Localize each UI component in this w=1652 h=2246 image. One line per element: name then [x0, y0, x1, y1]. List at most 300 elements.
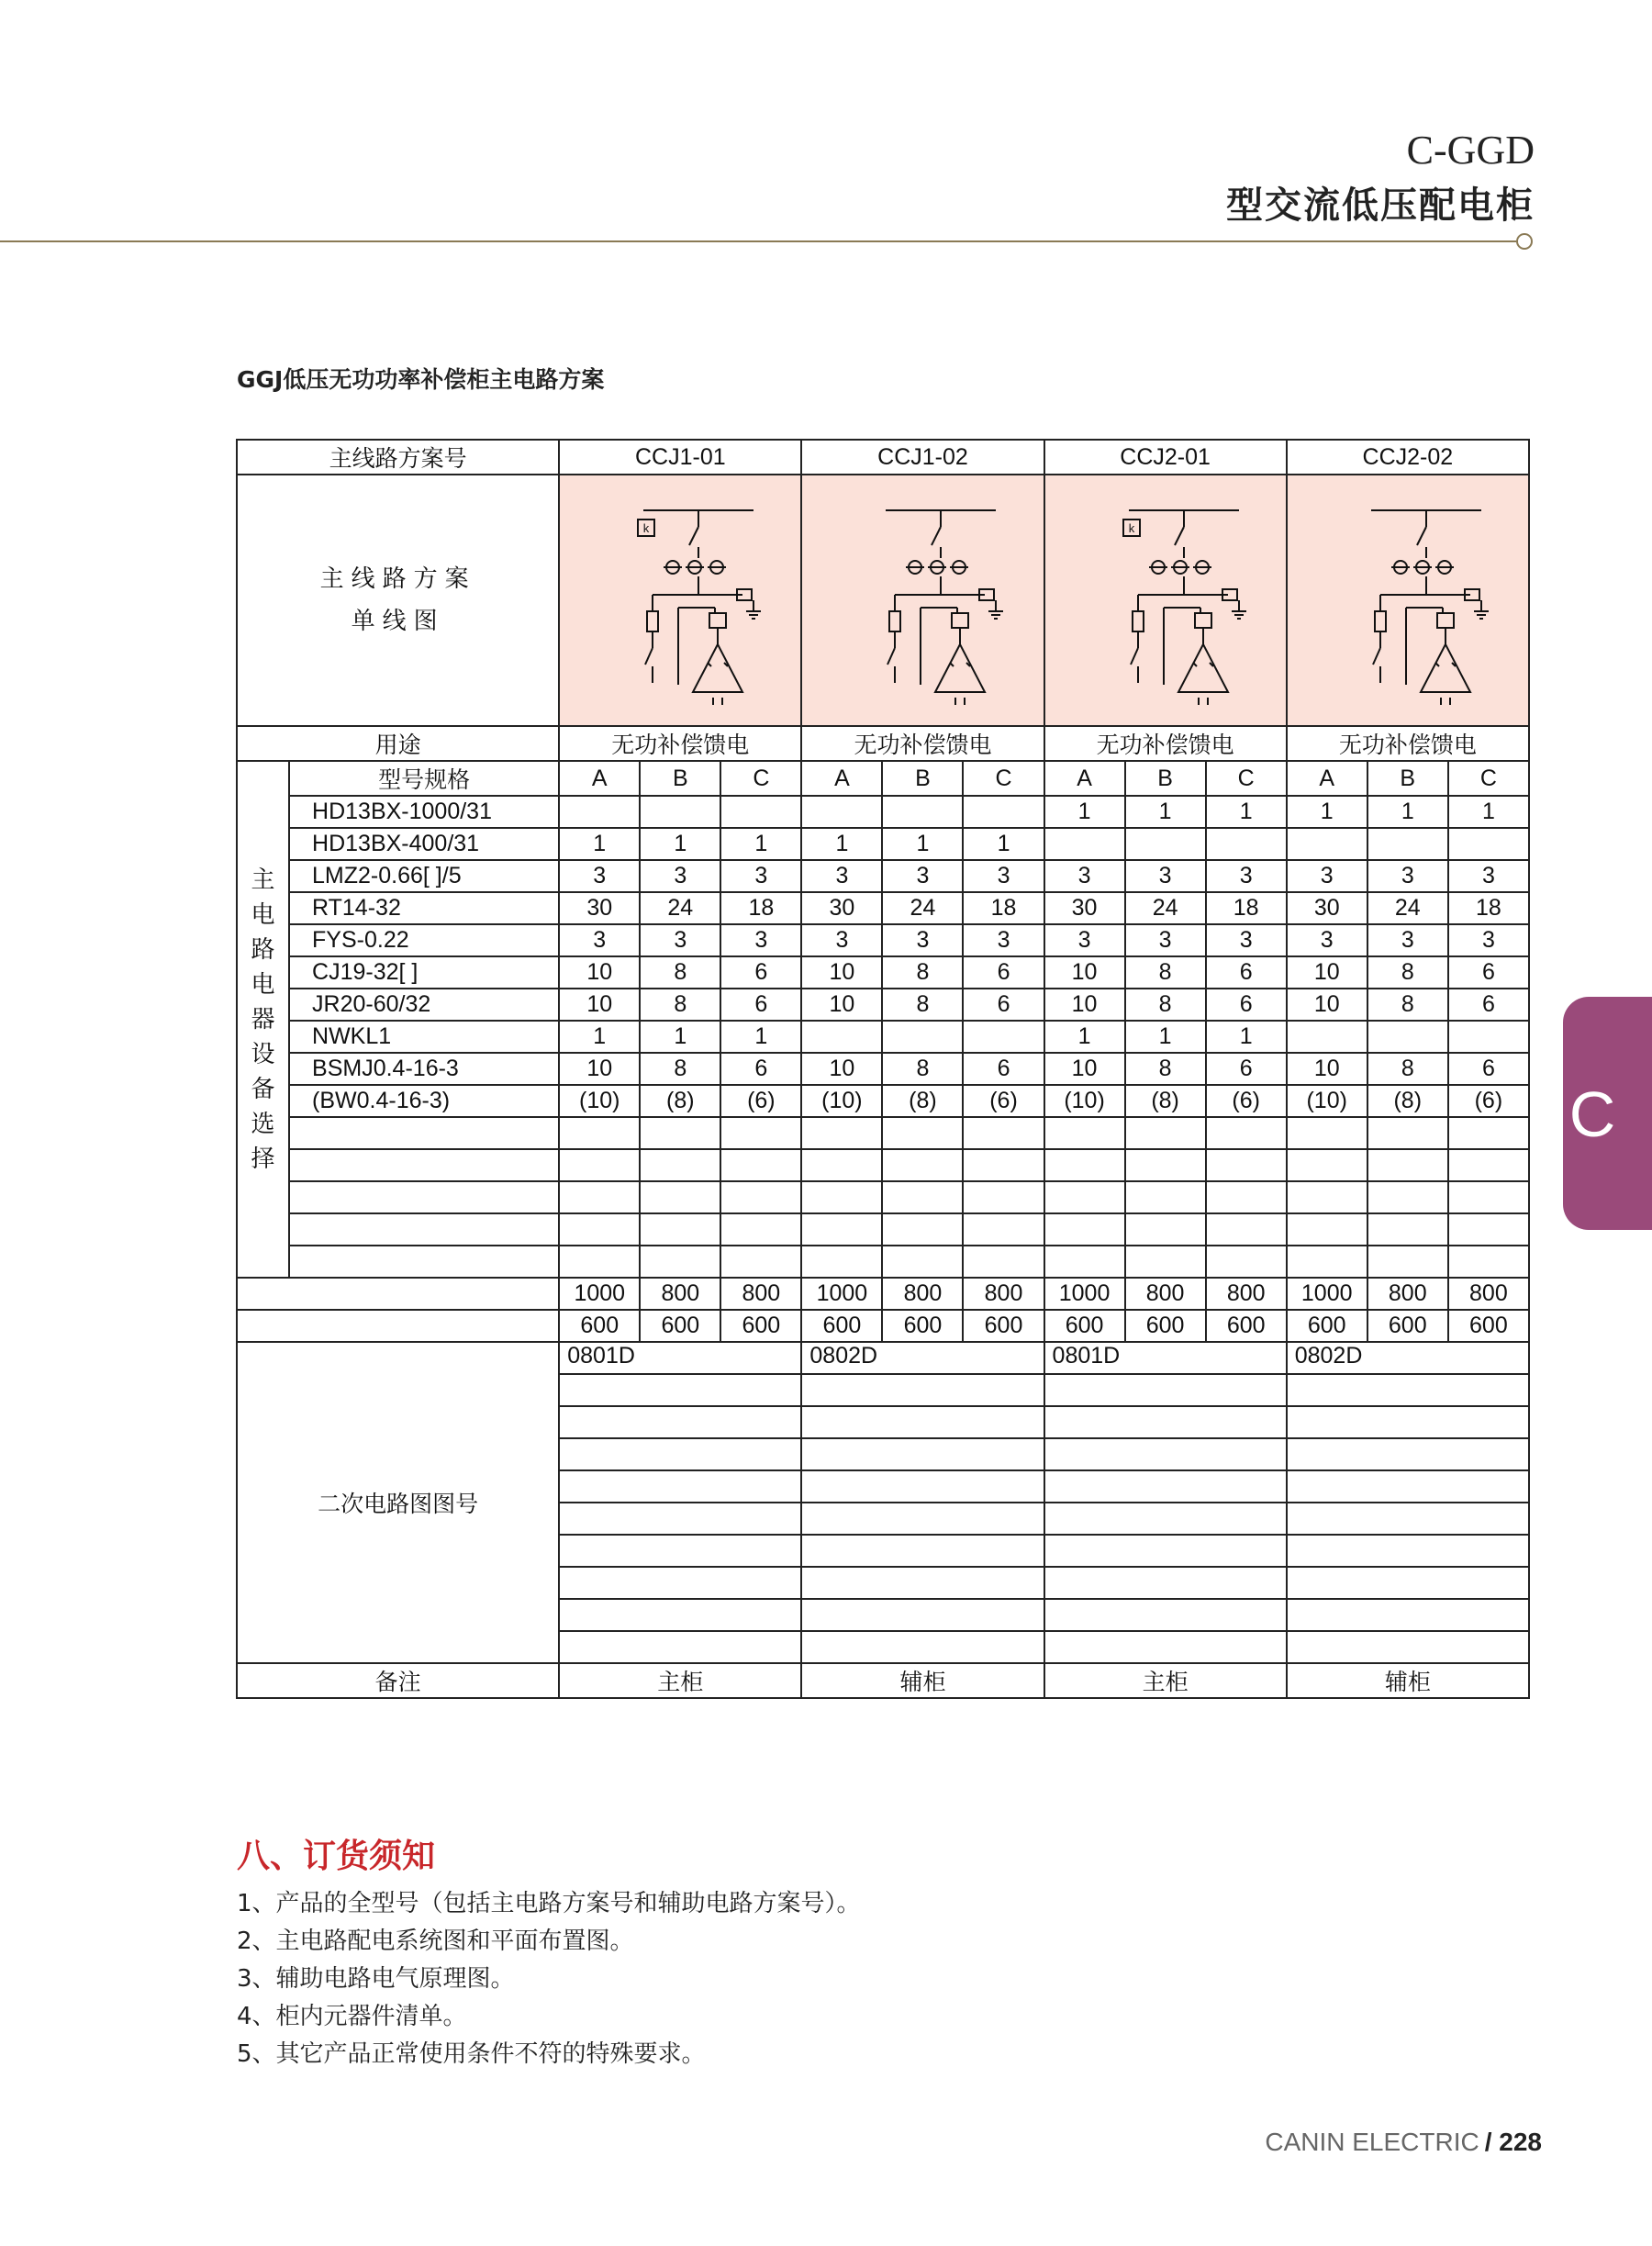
equipment-qty: 3	[1287, 924, 1367, 956]
equipment-qty: 18	[1206, 892, 1287, 924]
remarks-label: 备注	[237, 1663, 559, 1698]
equipment-qty-empty	[882, 1117, 963, 1149]
spec-label: 型号规格	[289, 761, 559, 796]
equipment-qty: (8)	[640, 1085, 720, 1117]
equipment-qty: 1	[720, 828, 801, 860]
equipment-qty-empty	[640, 1213, 720, 1246]
equipment-qty-empty	[720, 1117, 801, 1149]
equipment-qty-empty	[640, 1117, 720, 1149]
equipment-name: JR20-60/32	[289, 989, 559, 1021]
dimension-value: 800	[1448, 1278, 1529, 1310]
equipment-qty: 8	[1125, 956, 1206, 989]
equipment-qty-empty	[801, 1181, 882, 1213]
equipment-qty-empty	[559, 1213, 640, 1246]
single-line-diagram	[801, 475, 1044, 726]
equipment-qty: 3	[559, 860, 640, 892]
table-row	[237, 1021, 1529, 1053]
equipment-qty: 3	[1367, 924, 1448, 956]
equipment-qty-empty	[1125, 1213, 1206, 1246]
table-row	[237, 860, 1529, 892]
secondary-code-empty	[801, 1438, 1044, 1470]
equipment-qty: (8)	[1367, 1085, 1448, 1117]
single-line-diagram-icon	[1083, 483, 1248, 712]
equipment-qty-empty	[1448, 1117, 1529, 1149]
equipment-qty	[1206, 828, 1287, 860]
equipment-qty-empty	[1206, 1149, 1287, 1181]
secondary-code-empty	[1287, 1567, 1529, 1599]
footer	[1265, 2128, 1542, 2157]
dimension-value: 1000	[1287, 1278, 1367, 1310]
dimension-value: 800	[1367, 1278, 1448, 1310]
sub-column-header: A	[801, 761, 882, 796]
sub-column-header: A	[559, 761, 640, 796]
equipment-qty: 1	[1125, 796, 1206, 828]
list-item: 2、主电路配电系统图和平面布置图。	[237, 1928, 634, 1955]
dimension-row	[237, 1278, 1529, 1310]
table-row	[237, 924, 1529, 956]
equipment-qty-empty	[1044, 1149, 1125, 1181]
dimension-value: 600	[559, 1310, 640, 1342]
scheme-number: CCJ1-01	[559, 440, 801, 475]
equipment-qty: 6	[963, 956, 1044, 989]
equipment-qty: 8	[640, 956, 720, 989]
equipment-qty: 6	[1206, 989, 1287, 1021]
equipment-qty: 10	[1044, 1053, 1125, 1085]
equipment-qty: 6	[1206, 956, 1287, 989]
equipment-qty: 10	[559, 989, 640, 1021]
equipment-qty-empty	[1448, 1181, 1529, 1213]
equipment-group-char: 电	[251, 900, 275, 929]
equipment-qty-empty	[1448, 1246, 1529, 1278]
equipment-qty-empty	[1367, 1213, 1448, 1246]
header-code: C-GGD	[1406, 128, 1535, 173]
equipment-qty-empty	[1287, 1246, 1367, 1278]
secondary-code-empty	[559, 1599, 801, 1631]
equipment-qty: 6	[720, 1053, 801, 1085]
ordering-title: 八、订货须知	[237, 1838, 436, 1875]
equipment-qty: 3	[1044, 860, 1125, 892]
equipment-qty-empty	[559, 1246, 640, 1278]
secondary-code-empty	[1287, 1535, 1529, 1567]
equipment-qty-empty	[640, 1246, 720, 1278]
equipment-qty-empty	[1367, 1149, 1448, 1181]
footer-separator: /	[1484, 2128, 1492, 2156]
secondary-code-empty	[1044, 1470, 1287, 1503]
equipment-qty	[1367, 1021, 1448, 1053]
equipment-name: LMZ2-0.66[ ]/5	[289, 860, 559, 892]
secondary-code-empty	[801, 1631, 1044, 1663]
equipment-qty: 3	[801, 860, 882, 892]
secondary-code-empty	[559, 1374, 801, 1406]
usage-label: 用途	[237, 726, 559, 761]
equipment-qty-empty	[963, 1246, 1044, 1278]
single-line-diagram-icon	[1325, 483, 1490, 712]
secondary-code-empty	[559, 1470, 801, 1503]
remarks-value: 主柜	[1044, 1663, 1287, 1698]
equipment-qty: 6	[1448, 1053, 1529, 1085]
equipment-group-char: 备	[251, 1075, 275, 1103]
single-line-diagram-icon	[840, 483, 1005, 712]
single-line-diagram	[1287, 475, 1529, 726]
equipment-qty	[801, 1021, 882, 1053]
equipment-qty: 10	[1044, 956, 1125, 989]
equipment-qty: (10)	[801, 1085, 882, 1117]
table-row	[237, 796, 1529, 828]
equipment-qty: 8	[882, 956, 963, 989]
equipment-qty: (10)	[1044, 1085, 1125, 1117]
equipment-qty	[1125, 828, 1206, 860]
equipment-name-empty	[289, 1246, 559, 1278]
equipment-qty	[1448, 1021, 1529, 1053]
equipment-qty: 10	[1287, 1053, 1367, 1085]
equipment-name: (BW0.4-16-3)	[289, 1085, 559, 1117]
section-tab	[1563, 997, 1652, 1230]
equipment-qty: 3	[720, 924, 801, 956]
equipment-qty: 18	[720, 892, 801, 924]
equipment-qty	[1287, 828, 1367, 860]
equipment-qty: 3	[559, 924, 640, 956]
equipment-qty: 1	[640, 828, 720, 860]
equipment-qty-empty	[1044, 1117, 1125, 1149]
equipment-qty-empty	[720, 1213, 801, 1246]
secondary-code: 0801D	[559, 1342, 801, 1374]
equipment-qty-empty	[1206, 1213, 1287, 1246]
page-number: 228	[1499, 2128, 1542, 2156]
equipment-qty: 18	[963, 892, 1044, 924]
equipment-qty: 3	[1044, 924, 1125, 956]
equipment-qty: 8	[1125, 1053, 1206, 1085]
header-rule	[0, 240, 1516, 242]
equipment-qty: 1	[963, 828, 1044, 860]
sub-column-header: C	[1206, 761, 1287, 796]
secondary-code-empty	[801, 1567, 1044, 1599]
dimension-value: 800	[720, 1278, 801, 1310]
equipment-qty	[559, 796, 640, 828]
equipment-qty: 3	[1448, 860, 1529, 892]
dimension-value: 600	[1287, 1310, 1367, 1342]
list-item: 5、其它产品正常使用条件不符的特殊要求。	[237, 2040, 706, 2068]
scheme-number: CCJ2-01	[1044, 440, 1287, 475]
diagram-label: 单线图	[351, 608, 445, 635]
dimension-value: 600	[963, 1310, 1044, 1342]
equipment-qty: 3	[1287, 860, 1367, 892]
header-title: 型交流低压配电柜	[1226, 184, 1535, 227]
equipment-name: HD13BX-400/31	[289, 828, 559, 860]
equipment-qty: 1	[559, 1021, 640, 1053]
secondary-code: 0801D	[1044, 1342, 1287, 1374]
sub-column-header: C	[720, 761, 801, 796]
dimension-value: 600	[1206, 1310, 1287, 1342]
equipment-qty: 10	[559, 956, 640, 989]
usage-value: 无功补偿馈电	[559, 726, 801, 761]
usage-value: 无功补偿馈电	[801, 726, 1044, 761]
dimension-row	[237, 1310, 1529, 1342]
equipment-group-text	[238, 863, 288, 1177]
dimension-value: 1000	[801, 1278, 882, 1310]
secondary-code-empty	[559, 1631, 801, 1663]
equipment-qty: 6	[963, 1053, 1044, 1085]
secondary-code-empty	[1287, 1599, 1529, 1631]
equipment-qty: 10	[801, 956, 882, 989]
sub-column-header: A	[1044, 761, 1125, 796]
equipment-qty	[720, 796, 801, 828]
dimension-label-empty	[237, 1310, 559, 1342]
equipment-qty-empty	[559, 1117, 640, 1149]
secondary-code-empty	[801, 1503, 1044, 1535]
equipment-name: HD13BX-1000/31	[289, 796, 559, 828]
equipment-qty	[882, 1021, 963, 1053]
secondary-code-empty	[801, 1406, 1044, 1438]
dimension-value: 800	[963, 1278, 1044, 1310]
equipment-qty: 24	[640, 892, 720, 924]
equipment-qty-empty	[1125, 1149, 1206, 1181]
equipment-name-empty	[289, 1213, 559, 1246]
equipment-qty: (6)	[720, 1085, 801, 1117]
equipment-qty: 10	[801, 1053, 882, 1085]
equipment-qty: 3	[963, 924, 1044, 956]
equipment-qty: 6	[1448, 989, 1529, 1021]
secondary-code: 0802D	[801, 1342, 1044, 1374]
footer-brand: CANIN ELECTRIC	[1265, 2128, 1479, 2156]
sub-column-header: A	[1287, 761, 1367, 796]
equipment-qty: 10	[559, 1053, 640, 1085]
equipment-qty-empty	[963, 1149, 1044, 1181]
dimension-value: 600	[1448, 1310, 1529, 1342]
equipment-qty: (10)	[559, 1085, 640, 1117]
equipment-qty	[1044, 828, 1125, 860]
table-row	[237, 828, 1529, 860]
equipment-qty-empty	[1044, 1181, 1125, 1213]
equipment-qty-empty	[1125, 1246, 1206, 1278]
secondary-code-empty	[1044, 1406, 1287, 1438]
table-row	[237, 989, 1529, 1021]
equipment-qty-empty	[1367, 1181, 1448, 1213]
equipment-qty: 1	[1125, 1021, 1206, 1053]
equipment-qty: 1	[1287, 796, 1367, 828]
secondary-code-empty	[1044, 1599, 1287, 1631]
secondary-code-empty	[1287, 1374, 1529, 1406]
equipment-qty: (6)	[1206, 1085, 1287, 1117]
secondary-code-empty	[1044, 1374, 1287, 1406]
equipment-qty: (8)	[882, 1085, 963, 1117]
equipment-group-char: 设	[251, 1040, 275, 1068]
equipment-qty: 3	[1206, 860, 1287, 892]
equipment-qty-empty	[1448, 1213, 1529, 1246]
svg-text:k: k	[643, 520, 650, 535]
equipment-qty-empty	[1044, 1246, 1125, 1278]
equipment-qty: 6	[1448, 956, 1529, 989]
secondary-code-empty	[801, 1470, 1044, 1503]
equipment-qty	[1287, 1021, 1367, 1053]
equipment-qty-empty	[640, 1181, 720, 1213]
equipment-group-char: 主	[251, 866, 275, 894]
equipment-qty: 8	[882, 989, 963, 1021]
dimension-value: 1000	[559, 1278, 640, 1310]
dimension-value: 800	[882, 1278, 963, 1310]
equipment-qty-empty	[559, 1149, 640, 1181]
equipment-qty: 10	[1044, 989, 1125, 1021]
equipment-qty-empty	[1287, 1117, 1367, 1149]
remarks-value: 主柜	[559, 1663, 801, 1698]
table-row	[237, 956, 1529, 989]
equipment-qty-empty	[1044, 1213, 1125, 1246]
equipment-qty: 30	[1044, 892, 1125, 924]
equipment-qty: 1	[1044, 1021, 1125, 1053]
dimension-value: 600	[720, 1310, 801, 1342]
equipment-qty: 30	[1287, 892, 1367, 924]
table-row	[237, 1085, 1529, 1117]
equipment-qty: 3	[882, 924, 963, 956]
equipment-qty: 6	[963, 989, 1044, 1021]
section-tab-letter: C	[1568, 1078, 1616, 1150]
equipment-qty: (6)	[1448, 1085, 1529, 1117]
equipment-qty: 1	[559, 828, 640, 860]
equipment-name: FYS-0.22	[289, 924, 559, 956]
equipment-qty: 1	[1206, 1021, 1287, 1053]
secondary-code-empty	[559, 1535, 801, 1567]
equipment-qty-empty	[720, 1149, 801, 1181]
list-item: 4、柜内元器件清单。	[237, 2003, 467, 2030]
equipment-qty: 3	[1367, 860, 1448, 892]
equipment-qty: 1	[882, 828, 963, 860]
single-line-diagram	[1044, 475, 1287, 726]
equipment-qty	[1448, 828, 1529, 860]
dimension-value: 800	[640, 1278, 720, 1310]
equipment-qty-empty	[1125, 1117, 1206, 1149]
secondary-code-empty	[1044, 1631, 1287, 1663]
equipment-qty-empty	[801, 1149, 882, 1181]
equipment-qty-empty	[801, 1246, 882, 1278]
equipment-qty: 3	[963, 860, 1044, 892]
dimension-value: 600	[640, 1310, 720, 1342]
equipment-qty: 1	[1206, 796, 1287, 828]
equipment-group-char: 电	[251, 970, 275, 999]
single-line-diagram-icon	[597, 483, 763, 712]
equipment-qty: 3	[1206, 924, 1287, 956]
equipment-qty: 3	[1125, 924, 1206, 956]
equipment-qty-empty	[801, 1117, 882, 1149]
equipment-name-empty	[289, 1117, 559, 1149]
secondary-code-empty	[559, 1438, 801, 1470]
equipment-group-char: 器	[251, 1005, 275, 1034]
equipment-qty: 24	[1125, 892, 1206, 924]
equipment-qty-empty	[801, 1213, 882, 1246]
equipment-qty: 1	[1367, 796, 1448, 828]
equipment-qty: (10)	[1287, 1085, 1367, 1117]
equipment-qty-empty	[1206, 1246, 1287, 1278]
equipment-qty: 1	[720, 1021, 801, 1053]
equipment-qty: 8	[1367, 989, 1448, 1021]
equipment-qty-empty	[882, 1149, 963, 1181]
list-item: 3、辅助电路电气原理图。	[237, 1965, 515, 1993]
ordering-list	[237, 1885, 861, 2073]
equipment-qty	[1367, 828, 1448, 860]
remarks-value: 辅柜	[1287, 1663, 1529, 1698]
scheme-label: 主线路方案号	[237, 440, 559, 475]
equipment-qty: 6	[1206, 1053, 1287, 1085]
equipment-qty-empty	[559, 1181, 640, 1213]
equipment-qty	[801, 796, 882, 828]
equipment-qty-empty	[640, 1149, 720, 1181]
equipment-qty: 6	[720, 956, 801, 989]
scheme-number: CCJ2-02	[1287, 440, 1529, 475]
svg-text:k: k	[1128, 520, 1134, 535]
equipment-qty	[963, 1021, 1044, 1053]
secondary-code-empty	[1044, 1438, 1287, 1470]
dimension-value: 600	[1125, 1310, 1206, 1342]
sub-column-header: C	[963, 761, 1044, 796]
secondary-code-empty	[1044, 1535, 1287, 1567]
remarks-value: 辅柜	[801, 1663, 1044, 1698]
table-row	[237, 892, 1529, 924]
secondary-code-empty	[1044, 1567, 1287, 1599]
equipment-qty-empty	[963, 1213, 1044, 1246]
equipment-qty-empty	[1448, 1149, 1529, 1181]
equipment-qty: 6	[720, 989, 801, 1021]
equipment-qty: 8	[1367, 1053, 1448, 1085]
equipment-qty: (8)	[1125, 1085, 1206, 1117]
equipment-qty-empty	[1206, 1117, 1287, 1149]
dimension-value: 600	[882, 1310, 963, 1342]
header-rule-ring-icon	[1516, 233, 1533, 250]
equipment-group-label	[237, 761, 289, 1278]
equipment-qty: 3	[640, 924, 720, 956]
section-title: GGJ低压无功功率补偿柜主电路方案	[237, 366, 605, 393]
dimension-value: 600	[1044, 1310, 1125, 1342]
secondary-code: 0802D	[1287, 1342, 1529, 1374]
equipment-qty: 8	[882, 1053, 963, 1085]
secondary-code-empty	[1044, 1503, 1287, 1535]
equipment-qty: 8	[1125, 989, 1206, 1021]
equipment-name: BSMJ0.4-16-3	[289, 1053, 559, 1085]
usage-value: 无功补偿馈电	[1287, 726, 1529, 761]
sub-column-header: B	[1125, 761, 1206, 796]
equipment-qty: 24	[882, 892, 963, 924]
equipment-group-char: 择	[251, 1145, 275, 1173]
secondary-code-empty	[1287, 1406, 1529, 1438]
secondary-code-empty	[559, 1406, 801, 1438]
equipment-qty: 3	[882, 860, 963, 892]
sub-column-header: B	[882, 761, 963, 796]
equipment-qty-empty	[1206, 1181, 1287, 1213]
equipment-qty: 30	[801, 892, 882, 924]
secondary-code-empty	[1287, 1503, 1529, 1535]
equipment-qty: 10	[801, 989, 882, 1021]
equipment-qty	[640, 796, 720, 828]
equipment-qty: 3	[801, 924, 882, 956]
equipment-qty: 1	[1044, 796, 1125, 828]
equipment-qty	[882, 796, 963, 828]
dimension-value: 600	[801, 1310, 882, 1342]
list-item: 1、产品的全型号（包括主电路方案号和辅助电路方案号）。	[237, 1890, 861, 1917]
scheme-number: CCJ1-02	[801, 440, 1044, 475]
equipment-qty-empty	[720, 1181, 801, 1213]
equipment-name-empty	[289, 1181, 559, 1213]
equipment-name: CJ19-32[ ]	[289, 956, 559, 989]
secondary-code-empty	[559, 1567, 801, 1599]
equipment-qty-empty	[1287, 1181, 1367, 1213]
equipment-qty: 1	[801, 828, 882, 860]
equipment-qty-empty	[1287, 1213, 1367, 1246]
secondary-code-empty	[1287, 1438, 1529, 1470]
secondary-code-empty	[559, 1503, 801, 1535]
dimension-value: 800	[1206, 1278, 1287, 1310]
equipment-qty-empty	[1367, 1246, 1448, 1278]
equipment-name: RT14-32	[289, 892, 559, 924]
equipment-qty-empty	[963, 1181, 1044, 1213]
equipment-group-char: 路	[251, 935, 275, 964]
secondary-code-empty	[801, 1599, 1044, 1631]
